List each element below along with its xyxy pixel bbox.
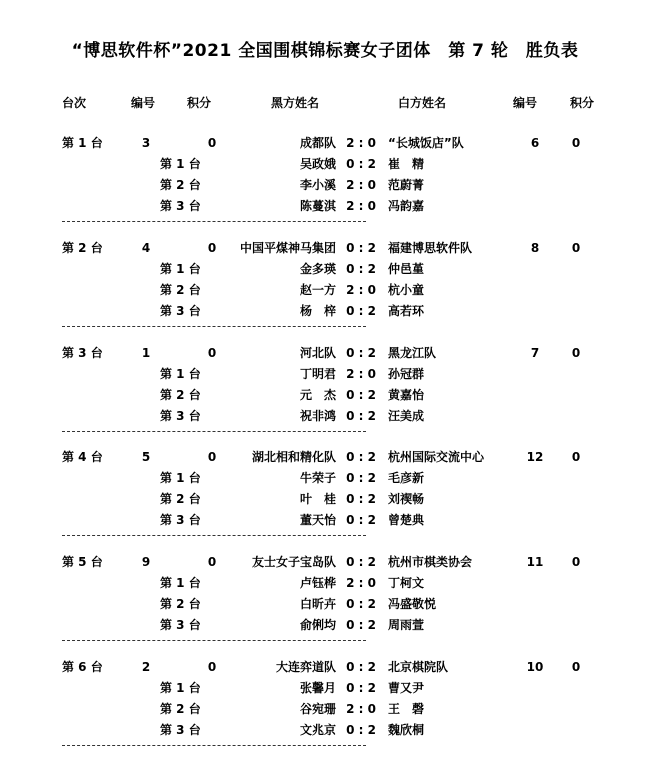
white-team-points: 0 [571, 450, 581, 464]
black-team-name: 友士女子宝岛队 [251, 555, 336, 569]
board-number: 第 3 台 [160, 304, 201, 318]
white-player-name: 汪美成 [388, 409, 425, 423]
black-player-name: 白昕卉 [299, 597, 336, 611]
white-player-name: 王 磬 [388, 702, 425, 716]
board-score: 2 : 0 [346, 283, 376, 297]
white-team-points: 0 [571, 660, 581, 674]
section-divider [62, 745, 366, 746]
black-player-name: 吴政娥 [299, 157, 336, 171]
white-team-number: 11 [526, 555, 544, 569]
board-score: 2 : 0 [346, 199, 376, 213]
black-player-name: 杨 梓 [299, 304, 336, 318]
black-team-number: 2 [141, 660, 151, 674]
black-team-name: 中国平煤神马集团 [239, 241, 336, 255]
white-team-name: 北京棋院队 [388, 660, 449, 674]
white-player-name: 孙冠群 [388, 367, 425, 381]
table-number: 第 2 台 [62, 241, 103, 255]
white-player-name: 曹又尹 [388, 681, 425, 695]
white-team-points: 0 [571, 241, 581, 255]
black-team-points: 0 [207, 346, 217, 360]
black-team-number: 9 [141, 555, 151, 569]
white-team-name: 杭州市棋类协会 [388, 555, 473, 569]
team-score: 0 : 2 [346, 346, 376, 360]
board-score: 0 : 2 [346, 723, 376, 737]
black-player-name: 张馨月 [299, 681, 336, 695]
header-black-number: 编号 [131, 96, 156, 110]
section-divider [62, 431, 366, 432]
black-team-points: 0 [207, 660, 217, 674]
board-number: 第 1 台 [160, 681, 201, 695]
white-team-name: 黑龙江队 [388, 346, 437, 360]
black-team-points: 0 [207, 241, 217, 255]
header-white-points: 积分 [570, 96, 595, 110]
header-white-number: 编号 [513, 96, 538, 110]
white-team-number: 12 [526, 450, 544, 464]
board-score: 0 : 2 [346, 681, 376, 695]
black-team-name: 大连弈道队 [275, 660, 336, 674]
white-team-number: 10 [526, 660, 544, 674]
white-team-points: 0 [571, 346, 581, 360]
black-player-name: 俞俐均 [299, 618, 336, 632]
white-team-points: 0 [571, 136, 581, 150]
board-number: 第 2 台 [160, 492, 201, 506]
board-score: 0 : 2 [346, 409, 376, 423]
section-divider [62, 326, 366, 327]
white-player-name: 冯盛敬悦 [388, 597, 437, 611]
board-number: 第 2 台 [160, 702, 201, 716]
white-player-name: 黄嘉怡 [388, 388, 425, 402]
board-score: 2 : 0 [346, 576, 376, 590]
black-player-name: 文兆京 [299, 723, 336, 737]
white-player-name: 周雨萱 [388, 618, 425, 632]
black-player-name: 牛荣子 [299, 471, 336, 485]
board-number: 第 1 台 [160, 157, 201, 171]
white-team-name: “长城饭店”队 [388, 136, 464, 150]
black-team-points: 0 [207, 555, 217, 569]
team-score: 0 : 2 [346, 555, 376, 569]
black-team-name: 湖北相和精化队 [251, 450, 336, 464]
board-score: 0 : 2 [346, 492, 376, 506]
board-score: 0 : 2 [346, 157, 376, 171]
white-team-name: 福建博思软件队 [388, 241, 473, 255]
header-black-name: 黑方姓名 [271, 96, 320, 110]
board-number: 第 2 台 [160, 283, 201, 297]
white-player-name: 仲邑堇 [388, 262, 425, 276]
board-score: 0 : 2 [346, 618, 376, 632]
section-divider [62, 221, 366, 222]
board-number: 第 1 台 [160, 471, 201, 485]
white-player-name: 杭小童 [388, 283, 425, 297]
section-divider [62, 535, 366, 536]
table-number: 第 4 台 [62, 450, 103, 464]
black-player-name: 祝非鸿 [299, 409, 336, 423]
black-team-number: 3 [141, 136, 151, 150]
black-player-name: 赵一方 [299, 283, 336, 297]
board-number: 第 3 台 [160, 618, 201, 632]
white-player-name: 范蔚菁 [388, 178, 425, 192]
board-score: 0 : 2 [346, 304, 376, 318]
board-score: 0 : 2 [346, 513, 376, 527]
white-team-number: 8 [530, 241, 540, 255]
board-number: 第 2 台 [160, 597, 201, 611]
black-team-name: 成都队 [299, 136, 336, 150]
black-player-name: 丁明君 [299, 367, 336, 381]
black-player-name: 董天怡 [299, 513, 336, 527]
white-player-name: 高若环 [388, 304, 425, 318]
white-team-name: 杭州国际交流中心 [388, 450, 485, 464]
table-number: 第 6 台 [62, 660, 103, 674]
black-team-number: 1 [141, 346, 151, 360]
black-player-name: 元 杰 [299, 388, 336, 402]
section-divider [62, 640, 366, 641]
board-number: 第 1 台 [160, 262, 201, 276]
board-score: 0 : 2 [346, 388, 376, 402]
table-number: 第 3 台 [62, 346, 103, 360]
black-team-number: 5 [141, 450, 151, 464]
white-team-number: 7 [530, 346, 540, 360]
board-score: 2 : 0 [346, 367, 376, 381]
black-player-name: 谷宛珊 [299, 702, 336, 716]
board-number: 第 1 台 [160, 576, 201, 590]
white-player-name: 冯韵嘉 [388, 199, 425, 213]
table-number: 第 5 台 [62, 555, 103, 569]
black-team-number: 4 [141, 241, 151, 255]
black-player-name: 李小溪 [299, 178, 336, 192]
black-team-points: 0 [207, 136, 217, 150]
white-player-name: 丁柯文 [388, 576, 425, 590]
black-team-points: 0 [207, 450, 217, 464]
white-player-name: 曾楚典 [388, 513, 425, 527]
header-table: 台次 [62, 96, 87, 110]
board-number: 第 3 台 [160, 513, 201, 527]
board-score: 2 : 0 [346, 702, 376, 716]
white-player-name: 刘禊畅 [388, 492, 425, 506]
black-player-name: 卢钰桦 [299, 576, 336, 590]
board-number: 第 3 台 [160, 409, 201, 423]
header-black-points: 积分 [187, 96, 212, 110]
white-player-name: 崔 精 [388, 157, 425, 171]
black-player-name: 金多瑛 [299, 262, 336, 276]
header-white-name: 白方姓名 [398, 96, 447, 110]
team-score: 2 : 0 [346, 136, 376, 150]
board-number: 第 3 台 [160, 199, 201, 213]
board-score: 0 : 2 [346, 262, 376, 276]
black-team-name: 河北队 [299, 346, 336, 360]
board-score: 0 : 2 [346, 471, 376, 485]
board-number: 第 2 台 [160, 388, 201, 402]
team-score: 0 : 2 [346, 241, 376, 255]
white-player-name: 毛彦新 [388, 471, 425, 485]
board-score: 0 : 2 [346, 597, 376, 611]
team-score: 0 : 2 [346, 660, 376, 674]
board-number: 第 1 台 [160, 367, 201, 381]
black-player-name: 叶 桂 [299, 492, 336, 506]
board-number: 第 3 台 [160, 723, 201, 737]
board-number: 第 2 台 [160, 178, 201, 192]
page-title: “博思软件杯”2021 全国围棋锦标赛女子团体 第 7 轮 胜负表 [71, 41, 579, 61]
table-number: 第 1 台 [62, 136, 103, 150]
white-team-points: 0 [571, 555, 581, 569]
white-player-name: 魏欣桐 [388, 723, 425, 737]
black-player-name: 陈蔓淇 [299, 199, 336, 213]
team-score: 0 : 2 [346, 450, 376, 464]
board-score: 2 : 0 [346, 178, 376, 192]
white-team-number: 6 [530, 136, 540, 150]
